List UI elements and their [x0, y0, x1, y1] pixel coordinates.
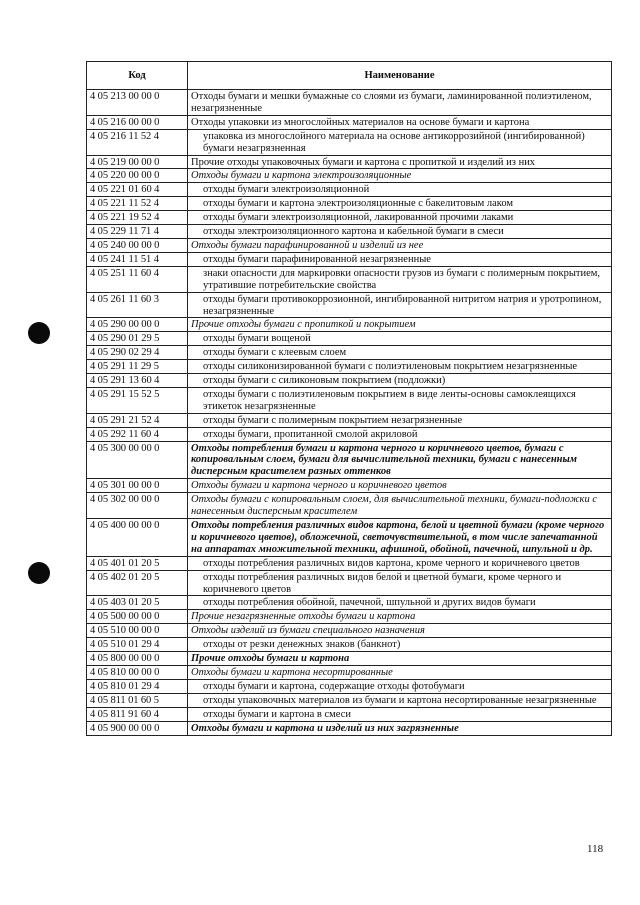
table-row: [87, 707, 612, 721]
row-name: Отходы бумаги и картона и изделий из них загрязненные: [188, 721, 612, 735]
table-row: [87, 318, 612, 332]
row-name: Отходы изделий из бумаги специального назначения: [188, 624, 612, 638]
row-code: 4 05 811 01 60 5: [87, 693, 188, 707]
row-name: отходы бумаги, пропитанной смолой акриловой: [188, 427, 612, 441]
table-header-row: [87, 62, 612, 90]
row-name: отходы силиконизированной бумаги с полиэтиленовым покрытием незагрязненные: [188, 360, 612, 374]
row-code: 4 05 291 11 29 5: [87, 360, 188, 374]
table-row: [87, 596, 612, 610]
row-name: Прочие незагрязненные отходы бумаги и картона: [188, 610, 612, 624]
row-code: 4 05 290 02 29 4: [87, 346, 188, 360]
table-row: [87, 427, 612, 441]
row-name: отходы бумаги с полимерным покрытием незагрязненные: [188, 413, 612, 427]
table-row: [87, 292, 612, 318]
row-name: отходы потребления различных видов белой и цветной бумаги, кроме черного и коричневого цветов: [188, 570, 612, 596]
row-code: 4 05 401 01 20 5: [87, 556, 188, 570]
table-row: [87, 693, 612, 707]
table-row: [87, 169, 612, 183]
binder-hole-bottom: [28, 562, 50, 584]
table-row: [87, 238, 612, 252]
row-name: отходы электроизоляционного картона и кабельной бумаги в смеси: [188, 225, 612, 239]
row-code: 4 05 216 11 52 4: [87, 129, 188, 155]
row-name: отходы потребления различных видов картона, кроме черного и коричневого цветов: [188, 556, 612, 570]
row-code: 4 05 301 00 00 0: [87, 479, 188, 493]
page-number: 118: [587, 843, 604, 855]
row-code: 4 05 810 00 00 0: [87, 665, 188, 679]
row-name: отходы бумаги с силиконовым покрытием (подложки): [188, 374, 612, 388]
row-name: знаки опасности для маркировки опасности грузов из бумаги с полимерным покрытием, утратившие потребительские свойства: [188, 266, 612, 292]
table-row: [87, 638, 612, 652]
row-code: 4 05 290 00 00 0: [87, 318, 188, 332]
table-row: [87, 665, 612, 679]
row-code: 4 05 302 00 00 0: [87, 493, 188, 519]
row-code: 4 05 221 19 52 4: [87, 211, 188, 225]
table-row: [87, 441, 612, 479]
row-code: 4 05 216 00 00 0: [87, 115, 188, 129]
row-name: Прочие отходы упаковочных бумаги и картона с пропиткой и изделий из них: [188, 155, 612, 169]
row-code: 4 05 900 00 00 0: [87, 721, 188, 735]
row-code: 4 05 251 11 60 4: [87, 266, 188, 292]
row-name: отходы бумаги парафинированной незагрязненные: [188, 252, 612, 266]
header-name: Наименование: [188, 62, 612, 90]
row-name: отходы упаковочных материалов из бумаги и картона несортированные незагрязненные: [188, 693, 612, 707]
row-name: Прочие отходы бумаги и картона: [188, 652, 612, 666]
row-name: Отходы бумаги и картона электроизоляционные: [188, 169, 612, 183]
row-code: 4 05 229 11 71 4: [87, 225, 188, 239]
table-row: [87, 679, 612, 693]
table-row: [87, 155, 612, 169]
row-code: 4 05 400 00 00 0: [87, 519, 188, 557]
table-row: [87, 90, 612, 116]
row-name: Отходы бумаги парафинированной и изделий из нее: [188, 238, 612, 252]
table-row: [87, 610, 612, 624]
row-name: отходы бумаги электроизоляционной, лакированной прочими лаками: [188, 211, 612, 225]
table-row: [87, 129, 612, 155]
row-code: 4 05 500 00 00 0: [87, 610, 188, 624]
row-code: 4 05 290 01 29 5: [87, 332, 188, 346]
table-row: [87, 519, 612, 557]
row-code: 4 05 261 11 60 3: [87, 292, 188, 318]
table-row: [87, 493, 612, 519]
row-name: отходы бумаги вощеной: [188, 332, 612, 346]
waste-code-table: [86, 61, 612, 736]
row-code: 4 05 291 13 60 4: [87, 374, 188, 388]
table-row: [87, 556, 612, 570]
table-body: [87, 90, 612, 736]
row-name: Отходы бумаги и картона несортированные: [188, 665, 612, 679]
table-row: [87, 624, 612, 638]
row-code: 4 05 291 15 52 5: [87, 387, 188, 413]
row-code: 4 05 402 01 20 5: [87, 570, 188, 596]
table-row: [87, 183, 612, 197]
row-name: отходы от резки денежных знаков (банкнот): [188, 638, 612, 652]
row-code: 4 05 800 00 00 0: [87, 652, 188, 666]
table-row: [87, 479, 612, 493]
row-name: Отходы бумаги и мешки бумажные со слоями из бумаги, ламинированной полиэтиленом, незагрязненные: [188, 90, 612, 116]
row-name: отходы потребления обойной, пачечной, шпульной и других видов бумаги: [188, 596, 612, 610]
table-row: [87, 211, 612, 225]
table-row: [87, 115, 612, 129]
row-code: 4 05 510 00 00 0: [87, 624, 188, 638]
table-row: [87, 360, 612, 374]
row-code: 4 05 241 11 51 4: [87, 252, 188, 266]
row-name: отходы бумаги с полиэтиленовым покрытием в виде ленты-основы самоклеящихся этикеток незагрязненные: [188, 387, 612, 413]
table-row: [87, 332, 612, 346]
header-code: Код: [87, 62, 188, 90]
row-name: Отходы бумаги и картона черного и коричневого цветов: [188, 479, 612, 493]
binder-hole-top: [28, 322, 50, 344]
row-code: 4 05 221 01 60 4: [87, 183, 188, 197]
row-code: 4 05 240 00 00 0: [87, 238, 188, 252]
table-row: [87, 346, 612, 360]
row-name: Отходы бумаги с копировальным слоем, для вычислительной техники, бумаги-подложки с нанесенным дисперсным красителем: [188, 493, 612, 519]
row-name: отходы бумаги и картона электроизоляционные с бакелитовым лаком: [188, 197, 612, 211]
row-code: 4 05 403 01 20 5: [87, 596, 188, 610]
row-code: 4 05 213 00 00 0: [87, 90, 188, 116]
row-code: 4 05 292 11 60 4: [87, 427, 188, 441]
row-code: 4 05 220 00 00 0: [87, 169, 188, 183]
table-row: [87, 197, 612, 211]
row-name: отходы бумаги и картона в смеси: [188, 707, 612, 721]
row-name: отходы бумаги противокоррозионной, ингибированной нитритом натрия и уротропином, незагрязненные: [188, 292, 612, 318]
table-row: [87, 225, 612, 239]
row-name: отходы бумаги и картона, содержащие отходы фотобумаги: [188, 679, 612, 693]
table-row: [87, 721, 612, 735]
row-code: 4 05 221 11 52 4: [87, 197, 188, 211]
row-name: Отходы потребления различных видов картона, белой и цветной бумаги (кроме черного и коричневого цветов), обложечной, светочувствительной, в том числе запечатанной на аппаратах множительной техники, афишной, обойной, пачечной, шпульной и др.: [188, 519, 612, 557]
table-row: [87, 252, 612, 266]
row-code: 4 05 510 01 29 4: [87, 638, 188, 652]
row-name: отходы бумаги с клеевым слоем: [188, 346, 612, 360]
table-row: [87, 374, 612, 388]
row-name: Отходы потребления бумаги и картона черного и коричневого цветов, бумаги с копировальным слоем, бумаги для вычислительной техники, бумаги с нанесенным дисперсным красителем разных оттенков: [188, 441, 612, 479]
row-name: упаковка из многослойного материала на основе антикоррозийной (ингибированной) бумаги незагрязненная: [188, 129, 612, 155]
row-name: Отходы упаковки из многослойных материалов на основе бумаги и картона: [188, 115, 612, 129]
row-code: 4 05 300 00 00 0: [87, 441, 188, 479]
table-row: [87, 266, 612, 292]
row-name: отходы бумаги электроизоляционной: [188, 183, 612, 197]
row-code: 4 05 810 01 29 4: [87, 679, 188, 693]
table-row: [87, 387, 612, 413]
table-row: [87, 570, 612, 596]
row-name: Прочие отходы бумаги с пропиткой и покрытием: [188, 318, 612, 332]
row-code: 4 05 291 21 52 4: [87, 413, 188, 427]
table-row: [87, 413, 612, 427]
row-code: 4 05 219 00 00 0: [87, 155, 188, 169]
table-row: [87, 652, 612, 666]
row-code: 4 05 811 91 60 4: [87, 707, 188, 721]
